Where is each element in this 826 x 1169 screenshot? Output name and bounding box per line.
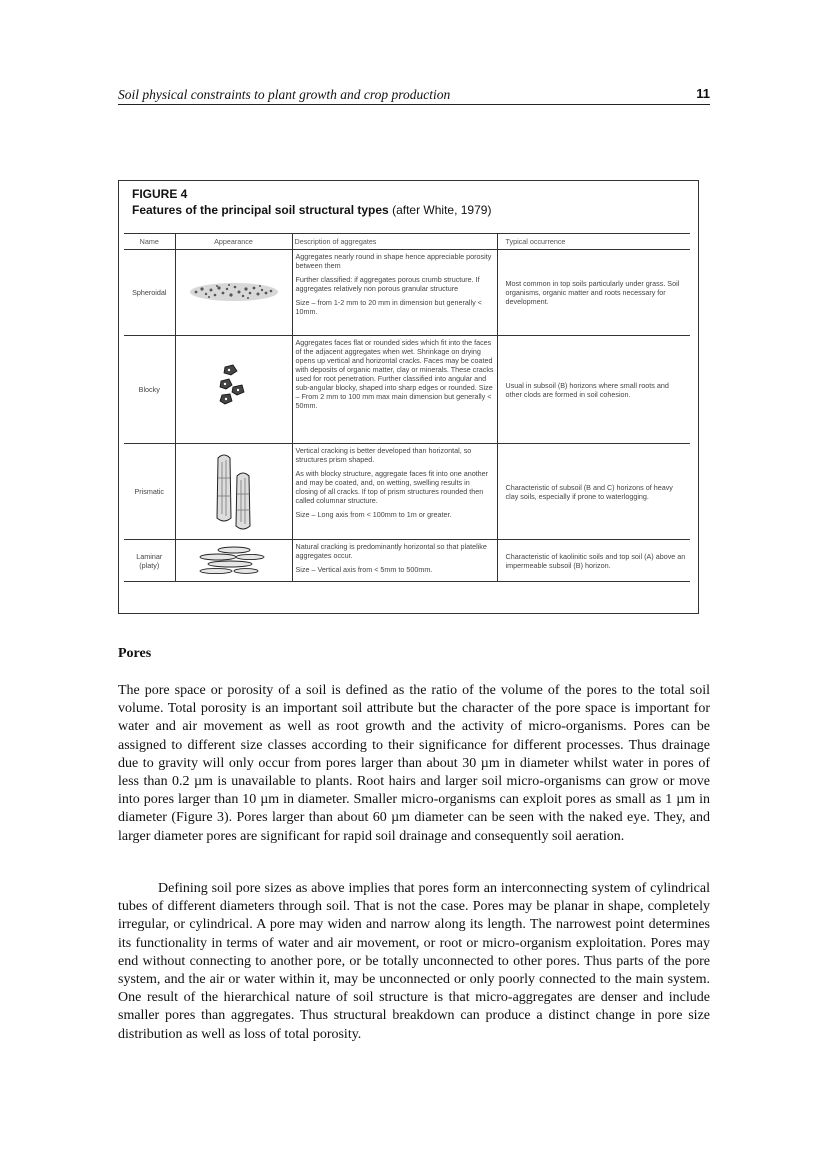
structure-name: Spheroidal [124,250,175,336]
body-paragraph: The pore space or porosity of a soil is defined as the ratio of the volume of the pores to the total soil volume. Total porosity is an important soil attribute but the character of the pore space is important for water and air movement as well as root growth and the activity of micro-organisms. Pores can be assigned to different size classes according to their significance for different processes. Thus drainage due to gravity will only occur from pores larger than about 30 µm in diameter whilst water in pores of less than 0.2 µm is unavailable to plants. Root hairs and larger soil micro-organisms can grow or move into pores larger than 10 µm in diameter. Smaller micro-organisms can exploit pores as small as 1 µm in diameter (Figure 3). Pores larger than about 60 µm diameter can be seen with the naked eye. They, and larger diameter pores are significant for rapid soil drainage and consequently soil aeration. [118,683,710,844]
description-text: Size – Vertical axis from < 5mm to 500mm. [295,565,433,574]
structure-occurrence: Most common in top soils particularly under grass. Soil organisms, organic matter and roots necessary for development. [497,250,690,336]
description-text: Size – Long axis from < 100mm to 1m or greater. [295,510,452,519]
page-header [118,86,710,105]
structure-description [292,336,497,444]
body-paragraph: Defining soil pore sizes as above implies that pores form an interconnecting system of cylindrical tubes of different diameters through soil. That is not the case. Pores may be planar in shape, completely irregular, or cylindrical. A pore may widen and narrow along its length. The narrowest point determines its functionality in terms of water and air movement, or root or micro-organism exploitation. Pores may end without connecting to another pore, or be totally unconnected to other pores. Thus parts of the pore system, and the air or water within it, may be unconnected or only poorly connected to the main system. One result of the hierarchical nature of soil structure is that micro-aggregates are denser and include smaller pores than aggregates. Thus structural breakdown can produce a distinct change in pore size distribution as well as loss of total porosity. [118,881,710,1042]
description-text: Natural cracking is predominantly horizontal so that platelike aggregates occur. [295,542,487,560]
table-row [124,336,690,444]
figure-box [118,180,699,614]
figure-source: (after White, 1979) [392,203,492,217]
structure-description [292,250,497,336]
table-row [124,444,690,540]
figure-label: FIGURE 4 [132,187,188,201]
section-heading: Pores [118,646,152,661]
page-number: 11 [696,86,710,101]
blocky-illustration [175,336,292,444]
running-title: Soil physical constraints to plant growth and crop production [118,87,451,102]
structure-types-table [124,233,690,582]
prismatic-illustration [175,444,292,540]
description-text: Further classified: if aggregates porous crumb structure. If aggregates relatively non porous granular structure [295,275,480,293]
description-text: Vertical cracking is better developed than horizontal, so structures prism shaped. [295,446,472,464]
structure-description [292,444,497,540]
column-header: Description of aggregates [292,234,497,250]
laminar-illustration [175,540,292,582]
structure-name: Prismatic [124,444,175,540]
structure-description [292,540,497,582]
spheroidal-illustration [175,250,292,336]
column-header: Name [124,234,175,250]
description-text: Size – from 1-2 mm to 20 mm in dimension but generally < 10mm. [295,298,482,316]
structure-name: Blocky [124,336,175,444]
structure-occurrence: Characteristic of kaolinitic soils and top soil (A) above an impermeable subsoil (B) horizon. [497,540,690,582]
blocky-aggregates-icon [209,361,259,417]
table-row [124,540,690,582]
structure-occurrence: Usual in subsoil (B) horizons where small roots and other clods are formed in soil cohesion. [497,336,690,444]
description-text: Aggregates faces flat or rounded sides which fit into the faces of the adjacent aggregates when wet. Shrinkage on drying opens up vertical and horizontal cracks. Faces may be coated with deposits of organic matter, clay or minerals. These cracks used for root penetration. Further classified into angular and sub-angular blocky, shaped into sharp edges or rounded. Size – From 2 mm to 100 mm max main dimension but generally < 50mm. [295,338,494,410]
column-header: Appearance [175,234,292,250]
prismatic-columns-icon [204,448,264,534]
platy-layers-icon [184,542,284,578]
figure-title-text: Features of the principal soil structural types [132,203,389,217]
granular-aggregates-icon [184,272,284,312]
table-row [124,250,690,336]
structure-name: Laminar (platy) [124,540,175,582]
description-text: Aggregates nearly round in shape hence appreciable porosity between them [295,252,492,270]
table-header-row [124,234,690,250]
figure-title [132,203,491,217]
structure-occurrence: Characteristic of subsoil (B and C) horizons of heavy clay soils, especially if prone to waterlogging. [497,444,690,540]
column-header: Typical occurrence [497,234,690,250]
description-text: As with blocky structure, aggregate faces fit into one another and may be coated, and, on wetting, swelling results in closing of all cracks. If top of prism structures rounded then called columnar structure. [295,469,489,505]
